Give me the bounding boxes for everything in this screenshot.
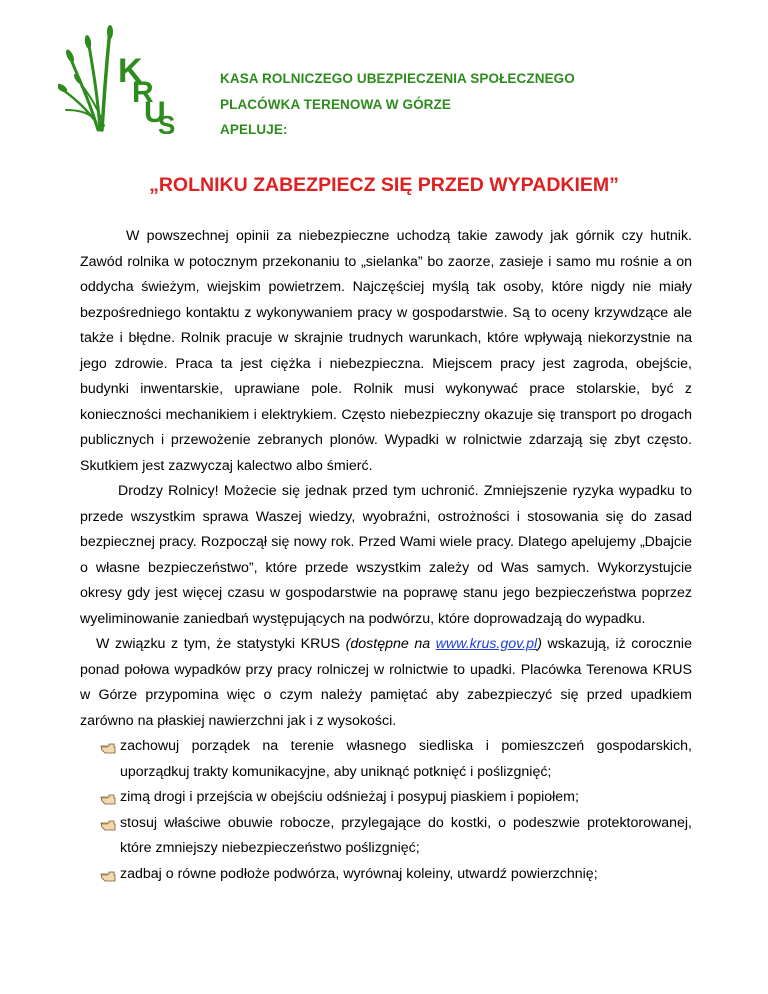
paragraph-2: Drodzy Rolnicy! Możecie się jednak przed tym uchronić. Zmniejszenie ryzyka wypadku to przede wszystkim sprawa Waszej wiedzy, wyobraźni, ostrożności i stosowania się do zasad bezpiecznej pracy. Rozpoczął się nowy rok. Przed Wami wiele pracy. Dlatego apelujemy „Dbajcie o własne bezpieczeństwo”, które przede wszystkim zależy od Was samych. Wykorzystujcie okresy gdy jest więcej czasu w gospodarstwie na poprawę stanu jego bezpieczeństwa poprzez wyeliminowanie zaniedbań występujących na podwórzu, które doprowadzają do wypadku. [80, 483, 692, 627]
pointing-hand-icon [100, 867, 116, 883]
list-item [80, 785, 692, 811]
paragraph-3-italic-end: ) [537, 636, 542, 652]
pointing-hand-icon [100, 790, 116, 806]
pointing-hand-icon [100, 739, 116, 755]
header-line-appeal: APELUJE: [220, 122, 288, 137]
list-item-text: zimą drogi i przejścia w obejściu odśnieżaj i posypuj piaskiem i popiołem; [120, 789, 579, 805]
svg-text:U: U [144, 96, 166, 129]
paragraph-3 [80, 632, 692, 734]
document-title: „ROLNIKU ZABEZPIECZ SIĘ PRZED WYPADKIEM” [149, 174, 619, 196]
krus-website-link[interactable]: www.krus.gov.pl [435, 636, 538, 652]
paragraph-3-end: wskazują, iż corocznie ponad połowa wypadków przy pracy rolniczej w rolnictwie to upadki. Placówka Terenowa KRUS w Górze przypomina więc o czym należy pamiętać aby zabezpieczyć się przed upadkiem zarówno na płaskiej nawierzchni jak i z wysokości. [80, 636, 692, 729]
header [220, 66, 575, 143]
list-item-text: stosuj właściwe obuwie robocze, przylegające do kostki, o podeszwie protektorowanej, które zmniejszy niebezpieczeństwo poślizgnięć; [120, 814, 692, 856]
paragraph-3-italic-text: (dostępne na [345, 636, 436, 652]
pointing-hand-icon [100, 816, 116, 832]
svg-text:S: S [158, 110, 176, 134]
list-item [80, 811, 692, 862]
list-item-text: zachowuj porządek na terenie własnego siedliska i pomieszczeń gospodarskich, uporządkuj trakty komunikacyjne, aby uniknąć potknięć i poślizgnięć; [120, 738, 692, 780]
svg-text:R: R [132, 76, 154, 109]
list-item-text: zadbaj o równe podłoże podwórza, wyrównaj koleiny, utwardź powierzchnię; [120, 865, 598, 882]
header-line-office: PLACÓWKA TERENOWA W GÓRZE [220, 96, 451, 112]
list-item [80, 734, 692, 785]
svg-text:K: K [118, 52, 143, 90]
paragraph-3-italic [346, 636, 542, 652]
paragraph-3-start: W związku z tym, że statystyki KRUS [96, 636, 346, 652]
krus-logo [58, 22, 178, 134]
paragraph-1: W powszechnej opinii za niebezpieczne uchodzą takie zawody jak górnik czy hutnik. Zawód rolnika w potocznym przekonaniu to „sielanka” bo zaorze, zasieje i samo mu rośnie a on oddycha świeżym, wiejskim powietrzem. Najczęściej myślą tak osoby, które nigdy nie miały bezpośredniego kontaktu z wykonywaniem pracy w gospodarstwie. Są to oceny krzywdzące ale także i błędne. Rolnik pracuje w skrajnie trudnych warunkach, które wpływają niekorzystnie na jego zdrowie. Praca ta jest ciężka i niebezpieczna. Miejscem pracy jest zagroda, obejście, budynki inwentarskie, uprawiane pole. Rolnik musi wykonywać prace stolarskie, być z konieczności mechanikiem i elektrykiem. Często niebezpieczny okazuje się transport po drogach publicznych i przewożenie zebranych plonów. Wypadki w rolnictwie zdarzają się zbyt często. Skutkiem jest zazwyczaj kalectwo albo śmierć. [80, 228, 692, 474]
header-line-institution: KASA ROLNICZEGO UBEZPIECZENIA SPOŁECZNEGO [220, 71, 575, 86]
document-body [80, 224, 692, 887]
safety-tips-list [80, 734, 692, 887]
list-item [80, 862, 692, 888]
